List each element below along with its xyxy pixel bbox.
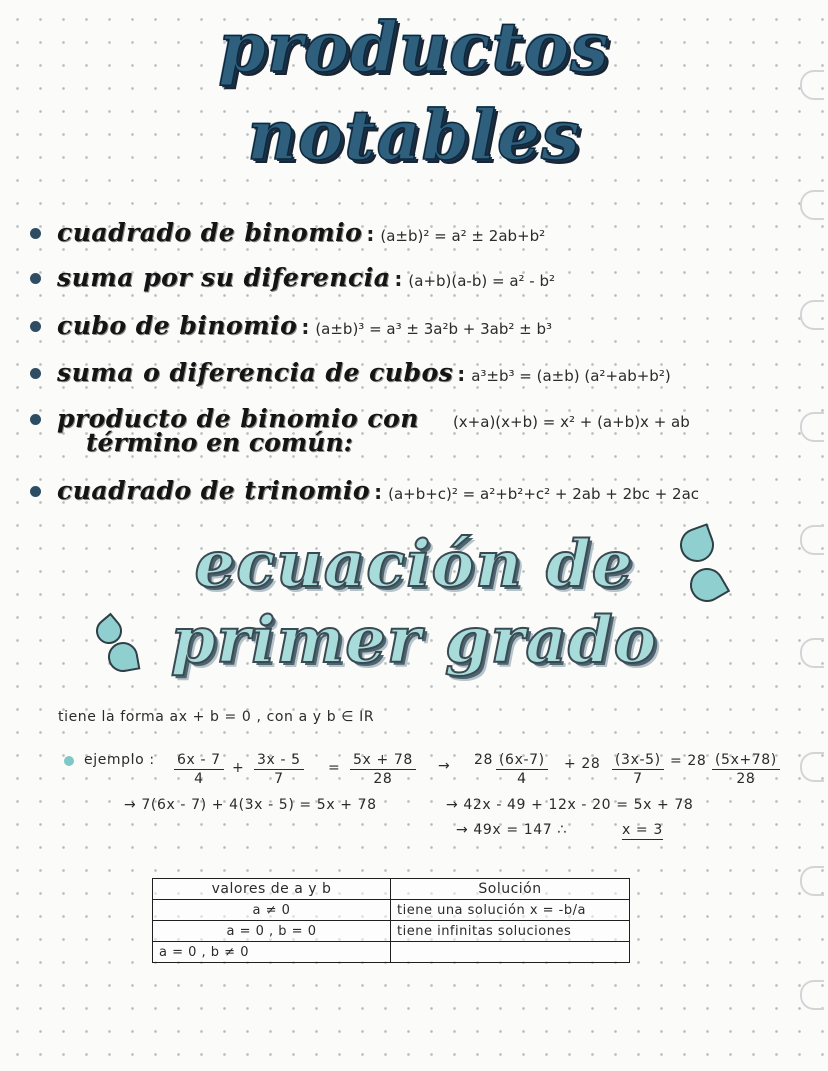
table-row bbox=[153, 921, 630, 942]
numerator: (6x-7) bbox=[496, 752, 548, 770]
binder-ring bbox=[800, 866, 824, 896]
binder-ring bbox=[800, 300, 824, 330]
table-cell: a ≠ 0 bbox=[153, 900, 391, 921]
example-label: ejemplo : bbox=[84, 752, 155, 768]
fraction bbox=[350, 752, 416, 787]
list-item bbox=[30, 311, 552, 340]
example-bullet-icon bbox=[64, 756, 74, 766]
title-productos: productos bbox=[218, 8, 610, 88]
denominator: 4 bbox=[194, 771, 204, 787]
bullet-icon bbox=[30, 368, 41, 379]
list-item bbox=[30, 218, 545, 247]
operator: + 28 bbox=[564, 756, 601, 772]
binder-ring bbox=[800, 412, 824, 442]
denominator: 28 bbox=[736, 771, 756, 787]
denominator: 7 bbox=[274, 771, 284, 787]
table-row bbox=[153, 900, 630, 921]
binder-ring bbox=[800, 190, 824, 220]
example-step: → 7(6x - 7) + 4(3x - 5) = 5x + 78 bbox=[124, 797, 377, 813]
product-formula: (a+b)(a-b) = a² - b² bbox=[408, 272, 556, 290]
bullet-icon bbox=[30, 486, 41, 497]
bullet-icon bbox=[30, 228, 41, 239]
operator: + bbox=[232, 760, 245, 776]
example-step: → 49x = 147 ∴ bbox=[456, 822, 567, 838]
denominator: 28 bbox=[373, 771, 393, 787]
numerator: 6x - 7 bbox=[174, 752, 224, 770]
example-answer: x = 3 bbox=[622, 822, 663, 838]
list-item bbox=[30, 358, 671, 387]
colon: : bbox=[394, 267, 403, 291]
fraction bbox=[496, 752, 548, 787]
product-name: suma por su diferencia bbox=[57, 263, 391, 292]
table-cell: tiene una solución x = -b/a bbox=[391, 900, 630, 921]
product-formula: (a±b)² = a² ± 2ab+b² bbox=[380, 227, 546, 245]
title-notables: notables bbox=[247, 96, 581, 176]
colon: : bbox=[301, 315, 310, 339]
denominator: 4 bbox=[517, 771, 527, 787]
table-row bbox=[153, 942, 630, 963]
product-formula: a³±b³ = (a±b) (a²+ab+b²) bbox=[471, 367, 671, 385]
bullet-icon bbox=[30, 321, 41, 332]
product-name: cubo de binomio bbox=[57, 311, 298, 340]
table-header-row bbox=[153, 879, 630, 900]
binder-ring bbox=[800, 980, 824, 1010]
product-name-continuation: término en común bbox=[86, 428, 344, 457]
colon: : bbox=[343, 428, 353, 457]
list-item bbox=[30, 263, 555, 292]
coefficient: 28 bbox=[474, 752, 494, 768]
title-ecuacion-de: ecuación de bbox=[194, 527, 634, 602]
definition-text: tiene la forma ax + b = 0 , con a y b ∈ IR bbox=[58, 709, 375, 725]
product-name: cuadrado de trinomio bbox=[57, 476, 371, 505]
numerator: (5x+78) bbox=[712, 752, 780, 770]
denominator: 7 bbox=[633, 771, 643, 787]
title-primer-grado: primer grado bbox=[170, 603, 658, 678]
operator: = 28 bbox=[670, 753, 707, 769]
fraction bbox=[612, 752, 664, 787]
arrow-icon: → bbox=[438, 758, 451, 774]
operator: = bbox=[328, 760, 341, 776]
fraction bbox=[712, 752, 780, 787]
table-header: Solución bbox=[391, 879, 630, 900]
fraction bbox=[174, 752, 224, 787]
product-name: cuadrado de binomio bbox=[57, 218, 363, 247]
product-name-line2 bbox=[86, 428, 353, 457]
numerator: (3x-5) bbox=[612, 752, 664, 770]
table-cell bbox=[391, 942, 630, 963]
product-formula: (x+a)(x+b) = x² + (a+b)x + ab bbox=[452, 413, 690, 431]
bullet-icon bbox=[30, 414, 41, 425]
numerator: 3x - 5 bbox=[254, 752, 304, 770]
table-cell: a = 0 , b ≠ 0 bbox=[153, 942, 391, 963]
product-name: producto de binomio con bbox=[57, 404, 419, 433]
numerator: 5x + 78 bbox=[350, 752, 416, 770]
table-cell: a = 0 , b = 0 bbox=[153, 921, 391, 942]
product-formula: (a+b+c)² = a²+b²+c² + 2ab + 2bc + 2ac bbox=[388, 485, 700, 503]
table-header: valores de a y b bbox=[153, 879, 391, 900]
bullet-icon bbox=[30, 273, 41, 284]
colon: : bbox=[366, 222, 375, 246]
table-cell: tiene infinitas soluciones bbox=[391, 921, 630, 942]
colon: : bbox=[374, 480, 383, 504]
colon: : bbox=[457, 362, 466, 386]
binder-ring bbox=[800, 752, 824, 782]
fraction bbox=[254, 752, 304, 787]
example-step: → 42x - 49 + 12x - 20 = 5x + 78 bbox=[446, 797, 694, 813]
solutions-table bbox=[152, 878, 630, 963]
product-formula: (a±b)³ = a³ ± 3a²b + 3ab² ± b³ bbox=[315, 320, 553, 338]
list-item bbox=[30, 476, 699, 505]
product-name: suma o diferencia de cubos bbox=[57, 358, 454, 387]
